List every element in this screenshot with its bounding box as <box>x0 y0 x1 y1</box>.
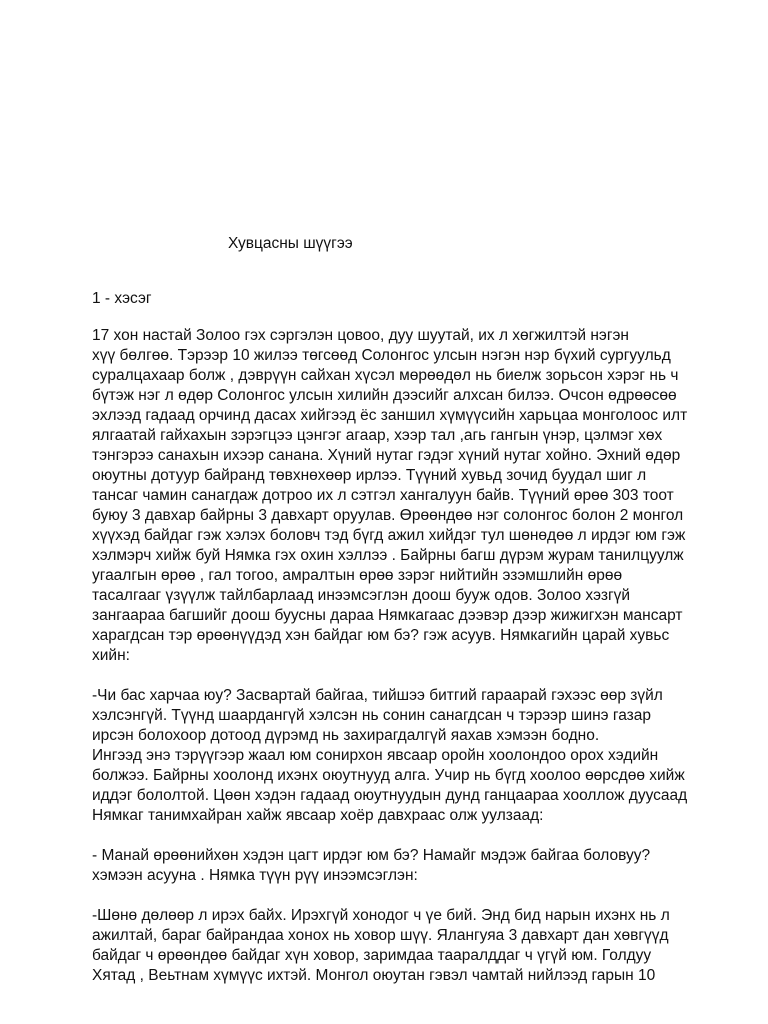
body-text-line: оюутны дотуур байранд төвхнөхөөр ирлээ. Түүний хувьд зочид буудал шиг л <box>92 467 647 484</box>
body-text-line: харагдсан тэр өрөөнүүдэд хэн байдаг юм бэ? гэж асуув. Нямкагийн царай хувьс <box>92 627 670 644</box>
body-text-line: буюу 3 давхар байрны 3 давхарт оруулав. Өрөөндөө нэг солонгос болон 2 монгол <box>92 507 684 524</box>
body-text-line: -Шөнө дөлөөр л ирэх байх. Ирэхгүй хонодог ч үе бий. Энд бид нарын ихэнх нь л <box>92 907 670 924</box>
body-text-line: суралцахаар болж , дэврүүн сайхан хүсэл мөрөөдөл нь биелж зорьсон хэрэг нь ч <box>92 367 679 384</box>
body-text-line: хэлсэнгүй. Түүнд шаардангүй хэлсэн нь сонин санагдсан ч тэрээр шинэ газар <box>92 707 651 724</box>
body-text-line: хүүхэд байдаг гэж хэлэх боловч тэд бүгд ажил хийдэг тул шөнөдөө л ирдэг юм гэж <box>92 527 686 544</box>
body-text-line: тасалгааг үзүүлж тайлбарлаад инээмсэглэн доош бууж одов. Золоо хэзгүй <box>92 587 631 604</box>
body-text-line: угаалгын өрөө , гал тогоо, амралтын өрөө зэрэг нийтийн эзэмшлийн өрөө <box>92 567 623 584</box>
body-text-line: зангаараа багшийг доош буусны дараа Нямкагаас дээвэр дээр жижигхэн мансарт <box>92 607 683 624</box>
body-text-line: Хятад , Веьтнам хүмүүс ихтэй. Монгол оюутан гэвэл чамтай нийлээд гарын 10 <box>92 967 656 984</box>
body-text-line: хүү бөлгөө. Тэрээр 10 жилээ төгсөөд Солонгос улсын нэгэн нэр бүхий сургуульд <box>92 347 671 364</box>
body-text-line: 17 хон настай Золоо гэх сэргэлэн цовоо, дуу шуутай, их л хөгжилтэй нэгэн <box>92 327 629 344</box>
body-text-line: тансаг чамин санагдаж дотроо их л сэтгэл хангалуун байв. Түүний өрөө 303 тоот <box>92 487 674 504</box>
body-text-line: ирсэн болохоор дотоод дүрэмд нь захирагдалгүй яахав хэмээн бодно. <box>92 727 600 744</box>
section-heading: 1 - хэсэг <box>92 290 152 307</box>
body-text-line: - Манай өрөөнийхөн хэдэн цагт ирдэг юм бэ? Намайг мэдэж байгаа боловуу? <box>92 847 651 864</box>
body-text-line: хийн: <box>92 647 130 664</box>
body-text-line: иддэг бололтой. Цөөн хэдэн гадаад оюутнуудын дунд ганцаараа хооллож дуусаад <box>92 787 688 804</box>
body-text-line: Ингээд энэ тэрүүгээр жаал юм сонирхон явсаар оройн хоолондоо орох хэдийн <box>92 747 659 764</box>
body-text-line: -Чи бас харчаа юу? Засвартай байгаа, тийшээ битгий гараарай гэхээс өөр зүйл <box>92 687 663 704</box>
body-text-line: ажилтай, бараг байрандаа хонох нь ховор шүү. Ялангуяа 3 давхарт дан хөвгүүд <box>92 927 669 944</box>
body-text-line: байдаг ч өрөөндөө байдаг хүн ховор, заримдаа тааралддаг ч үгүй юм. Голдуу <box>92 947 652 964</box>
body-text-line: болжээ. Байрны хоолонд ихэнх оюутнууд алга. Учир нь бүгд хоолоо өөрсдөө хийж <box>92 767 685 784</box>
body-text-line: эхлээд гадаад орчинд дасах хийгээд ёс заншил хүмүүсийн харьцаа монголоос илт <box>92 407 688 424</box>
body-text-line: бүтэж нэг л өдөр Солонгос улсын хилийн дээсийг алхсан билээ. Очсон өдрөөсөө <box>92 387 677 404</box>
document-title: Хувцасны шүүгээ <box>228 235 353 252</box>
body-text-line: ялгаатай гайхахын зэрэгцээ цэнгэг агаар, хээр тал ,агь гангын үнэр, цэлмэг хөх <box>92 427 663 444</box>
body-text-line: Нямкаг танимхайран хайж явсаар хоёр давхраас олж уулзаад: <box>92 807 544 824</box>
body-text-line: хэмээн асууна . Нямка түүн рүү инээмсэглэн: <box>92 867 418 884</box>
body-text-line: хэлмэрч хийж буй Нямка гэх охин хэллээ . Байрны багш дүрэм журам танилцуулж <box>92 547 684 564</box>
body-text-line: тэнгэрээ санахын ихээр санана. Хүний нутаг гэдэг хүний нутаг хойно. Эхний өдөр <box>92 447 681 464</box>
